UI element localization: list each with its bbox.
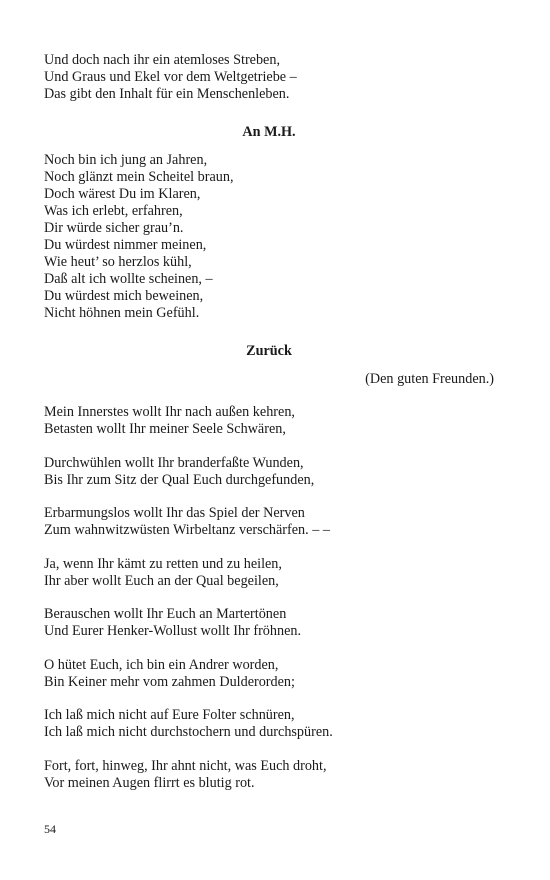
verse-line: Du würdest mich beweinen, bbox=[44, 288, 204, 304]
zurueck-stanza-3 bbox=[44, 505, 504, 539]
verse-line: Ja, wenn Ihr kämt zu retten und zu heilen, bbox=[44, 556, 282, 572]
verse-line: Dir würde sicher grau’n. bbox=[44, 220, 184, 236]
zurueck-stanza-8 bbox=[44, 758, 504, 792]
verse-line: Ihr aber wollt Euch an der Qual begeilen, bbox=[44, 573, 279, 589]
verse-line: Vor meinen Augen flirrt es blutig rot. bbox=[44, 775, 255, 791]
zurueck-stanza-6 bbox=[44, 657, 504, 691]
intro-stanza bbox=[44, 52, 504, 103]
verse-line: Durchwühlen wollt Ihr branderfaßte Wunden, bbox=[44, 455, 304, 471]
verse-line: Was ich erlebt, erfahren, bbox=[44, 203, 183, 219]
verse-line: Nicht höhnen mein Gefühl. bbox=[44, 305, 200, 321]
verse-line: Und Graus und Ekel vor dem Weltgetriebe – bbox=[44, 69, 297, 85]
zurueck-stanza-1 bbox=[44, 404, 504, 438]
verse-line: Und Eurer Henker-Wollust wollt Ihr fröhnen. bbox=[44, 623, 302, 639]
verse-line: Ich laß mich nicht durchstochern und durchspüren. bbox=[44, 724, 333, 740]
zurueck-stanza-2 bbox=[44, 455, 504, 489]
page-number: 54 bbox=[44, 822, 56, 836]
verse-line: Wie heut’ so herzlos kühl, bbox=[44, 254, 192, 270]
zurueck-stanza-4 bbox=[44, 556, 504, 590]
verse-line: Fort, fort, hinweg, Ihr ahnt nicht, was Euch droht, bbox=[44, 758, 327, 774]
verse-line: Mein Innerstes wollt Ihr nach außen kehren, bbox=[44, 404, 295, 420]
verse-line: Das gibt den Inhalt für ein Menschenleben. bbox=[44, 86, 290, 102]
verse-line: O hütet Euch, ich bin ein Andrer worden, bbox=[44, 657, 279, 673]
verse-line: Noch bin ich jung an Jahren, bbox=[44, 152, 208, 168]
zurueck-stanza-7 bbox=[44, 707, 504, 741]
verse-line: Ich laß mich nicht auf Eure Folter schnüren, bbox=[44, 707, 295, 723]
poem-title-zurueck: Zurück bbox=[246, 343, 292, 359]
verse-line: Du würdest nimmer meinen, bbox=[44, 237, 207, 253]
zurueck-stanza-5 bbox=[44, 606, 504, 640]
poem-an-mh-stanza bbox=[44, 152, 504, 322]
verse-line: Noch glänzt mein Scheitel braun, bbox=[44, 169, 234, 185]
verse-line: Betasten wollt Ihr meiner Seele Schwären, bbox=[44, 421, 286, 437]
poem-dedication: (Den guten Freunden.) bbox=[365, 371, 494, 387]
poem-title-an-mh: An M.H. bbox=[242, 124, 296, 140]
verse-line: Daß alt ich wollte scheinen, – bbox=[44, 271, 213, 287]
verse-line: Berauschen wollt Ihr Euch an Martertönen bbox=[44, 606, 287, 622]
verse-line: Erbarmungslos wollt Ihr das Spiel der Nerven bbox=[44, 505, 305, 521]
verse-line: Und doch nach ihr ein atemloses Streben, bbox=[44, 52, 280, 68]
verse-line: Doch wärest Du im Klaren, bbox=[44, 186, 201, 202]
verse-line: Bis Ihr zum Sitz der Qual Euch durchgefunden, bbox=[44, 472, 315, 488]
verse-line: Bin Keiner mehr vom zahmen Dulderorden; bbox=[44, 674, 295, 690]
verse-line: Zum wahnwitzwüsten Wirbeltanz verschärfen. – – bbox=[44, 522, 330, 538]
